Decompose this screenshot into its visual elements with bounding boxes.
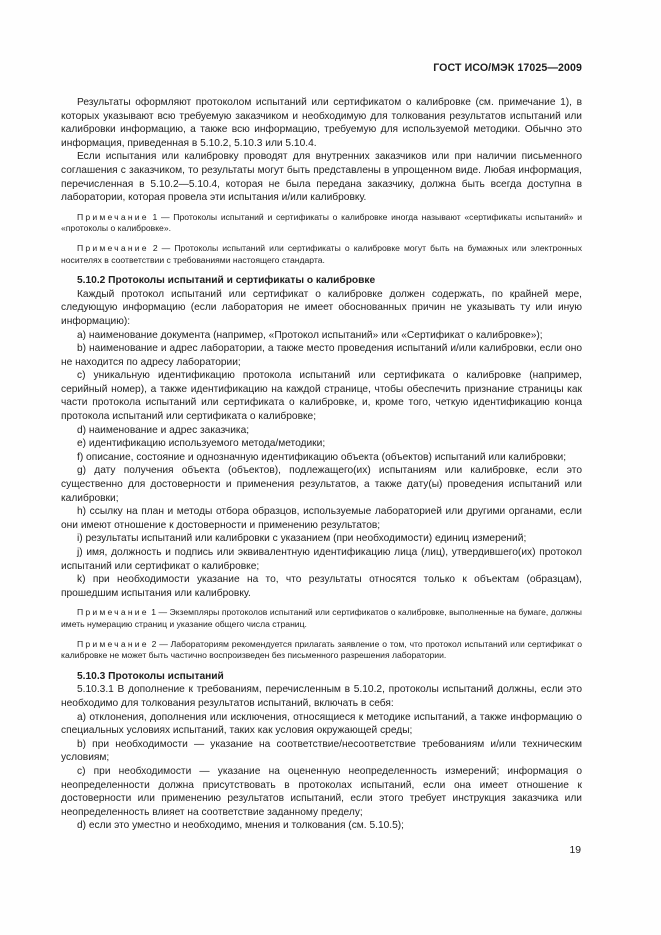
paragraph: 5.10.3.1 В дополнение к требованиям, перечисленным в 5.10.2, протоколы испытаний должны, если это необходимо для толкования результатов испытаний, включать в себя: [61, 684, 582, 709]
note-text: 2 — Лабораториям рекомендуется прилагать заявление о том, что протокол испытаний или сертификат о калибровке не может быть частично воспроизведен без письменного разрешения лаборатории. [61, 638, 582, 661]
section-heading: 5.10.3 Протоколы испытаний [77, 670, 224, 682]
note [61, 639, 582, 662]
list-item: d) наименование и адрес заказчика; [77, 424, 250, 436]
list-item: e) идентификацию используемого метода/методики; [77, 438, 326, 450]
page-number: 19 [569, 845, 581, 856]
list-item: j) имя, должность и подпись или эквивалентную идентификацию лица (лиц), утвердившего(их) протокол испытаний или сертификат о калибровке; [61, 547, 582, 572]
standard-header: ГОСТ ИСО/МЭК 17025—2009 [433, 62, 582, 74]
list-item: a) наименование документа (например, «Протокол испытаний» или «Сертификат о калибровке»); [77, 329, 543, 341]
note [61, 243, 582, 266]
list-item: b) при необходимости — указание на соответствие/несоответствие требованиям и/или техническим условиям; [61, 738, 582, 764]
list-item: a) отклонения, дополнения или исключения, относящиеся к методике испытаний, а также информацию о специальных условиях испытаний, таких как условия окружающей среды; [61, 711, 582, 737]
note-label: Примечание [77, 638, 149, 649]
note-label: Примечание [77, 211, 149, 222]
note-text: 2 — Протоколы испытаний или сертификаты о калибровке могут быть на бумажных или электронных носителях в соответствии с требованиями настоящего стандарта. [61, 242, 582, 265]
document-body [61, 96, 582, 833]
list-item: i) результаты испытаний или калибровки с указанием (при необходимости) единиц измерений; [77, 533, 527, 545]
note-label: Примечание [77, 242, 149, 253]
note-text: 1 — Протоколы испытаний и сертификаты о калибровке иногда называют «сертификаты испытаний» и «протоколы о калибровке». [61, 211, 582, 234]
list-item: f) описание, состояние и однозначную идентификацию объекта (объектов) испытаний или калибровки; [77, 451, 567, 463]
note-label: Примечание [77, 607, 149, 618]
list-item: b) наименование и адрес лаборатории, а также место проведения испытаний и/или калибровки, если оно не находится по адресу лаборатории; [61, 343, 582, 368]
list-item: g) дату получения объекта (объектов), подлежащего(их) испытаниям или калибровке, если это существенно для достоверности и применения результатов, а также дату(ы) проведения испытаний или калибровки; [61, 465, 582, 504]
paragraph: Если испытания или калибровку проводят для внутренних заказчиков или при наличии письменного соглашения с заказчиком, то результаты могут быть представлены в упрощенном виде. Любая информация, перечисленная в 5.10.2—5.10.4, которая не была передана заказчику, должна быть всегда доступна в лаборатории, которая провела эти испытания и/или калибровку. [61, 151, 582, 204]
section-heading: 5.10.2 Протоколы испытаний и сертификаты о калибровке [77, 275, 376, 287]
paragraph: Результаты оформляют протоколом испытаний или сертификатом о калибровке (см. примечание 1), в которых указывают всю требуемую заказчиком и необходимую для толкования результатов испытаний или калибровки информацию, а также всю информацию, требуемую для используемой методики. Обычно это информация, приведенная в 5.10.2, 5.10.3 или 5.10.4. [61, 97, 582, 149]
list-item: d) если это уместно и необходимо, мнения и толкования (см. 5.10.5); [77, 820, 405, 832]
note [61, 607, 582, 630]
note [61, 212, 582, 235]
list-item: c) при необходимости — указание на оцененную неопределенность измерений; информация о неопределенности должна присутствовать в протоколах испытаний, если она имеет отношение к достоверности или применению результатов испытаний, если этого требует инструкция заказчика или неопределенность влияет на соответствие заданному пределу; [61, 765, 582, 818]
note-text: 1 — Экземпляры протоколов испытаний или сертификатов о калибровке, выполненные на бумаге, должны иметь нумерацию страниц и указание общего числа страниц. [61, 607, 582, 629]
list-item: k) при необходимости указание на то, что результаты относятся только к объектам (образцам), прошедшим испытания или калибровку. [61, 574, 582, 599]
list-item: h) ссылку на план и методы отбора образцов, используемые лабораторией или другими органами, если они имеют отношение к достоверности и применению результатов; [61, 506, 582, 531]
paragraph: Каждый протокол испытаний или сертификат о калибровке должен содержать, по крайней мере, следующую информацию (если лаборатория не имеет обоснованных причин не указывать ту или иную информацию): [61, 288, 582, 327]
list-item: c) уникальную идентификацию протокола испытаний или сертификата о калибровке (например, серийный номер), а также идентификацию на каждой странице, чтобы обеспечить признание страницы как части протокола испытаний или сертификата о калибровке, и, кроме того, четкую идентификацию конца протокола испытаний или сертификата о калибровке; [61, 370, 582, 423]
